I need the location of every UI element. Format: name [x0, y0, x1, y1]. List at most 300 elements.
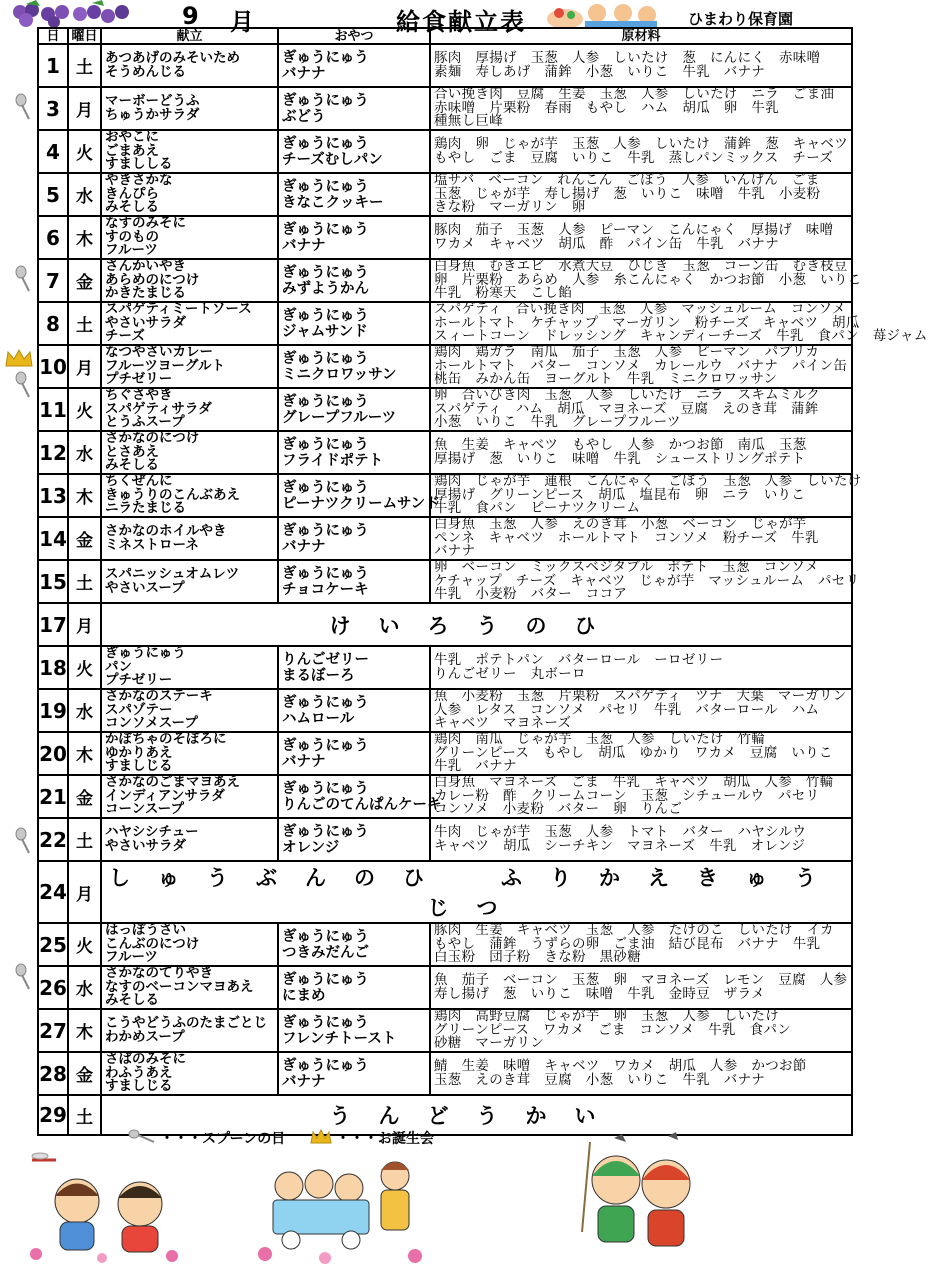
ingredients-line: バナナ — [434, 543, 476, 560]
ingredients-cell — [430, 646, 852, 689]
dish-line: コーンスープ — [105, 801, 184, 818]
dish-line: そうめんじる — [105, 63, 186, 80]
dish-line: わふうあえ — [105, 1064, 173, 1081]
ingredients-line: ホールトマト バター コンソメ カレールウ バナナ パイン缶 — [434, 357, 848, 374]
month-unit: 月 — [230, 8, 254, 36]
dish-cell — [101, 689, 278, 732]
ingredients-line: 牛乳 小麦粉 バター ココア — [434, 586, 628, 603]
month-number: 9 — [182, 2, 203, 30]
ingredients-line: 牛乳 食パン ピーナツクリーム — [434, 500, 641, 517]
dish-line: フルーツヨーグルト — [105, 357, 226, 374]
snack-cell — [278, 818, 430, 861]
snack-cell — [278, 517, 430, 560]
snack-line: ぎゅうにゅう — [282, 92, 369, 109]
ingredients-line: 白身魚 玉葱 人参 えのき茸 小葱 ベーコン じゃが芋 — [434, 516, 807, 533]
spoon-icon — [128, 1128, 156, 1144]
snack-cell — [278, 689, 430, 732]
dish-cell — [101, 87, 278, 130]
table-row — [38, 44, 852, 87]
snack-line: ぎゅうにゅう — [282, 221, 369, 238]
ingredients-line: 桃缶 みかん缶 ヨーグルト 牛乳 ミニクロワッサン — [434, 371, 778, 388]
weekday: 木 — [68, 1009, 101, 1052]
ingredients-line: 牛乳 ポテトパン バターロール ーロゼリー — [434, 652, 724, 668]
weekday: 金 — [68, 1052, 101, 1095]
day-number: 10 — [38, 345, 68, 388]
snack-line: ぎゅうにゅう — [282, 307, 369, 324]
day-number: 19 — [38, 689, 68, 732]
dish-line: こんぶのにつけ — [105, 935, 200, 952]
school-name: ひまわり保育園 — [688, 10, 794, 28]
ingredients-line: 塩サバ ベーコン れんこん ごぼう 人参 いんげん ごま — [434, 172, 820, 189]
day-number: 17 — [38, 603, 68, 646]
ingredients-line: ワカメ キャベツ 胡瓜 酢 パイン缶 牛乳 バナナ — [434, 235, 779, 252]
dish-line: すましじる — [105, 758, 173, 775]
snack-line: ぎゅうにゅう — [282, 737, 369, 754]
ingredients-cell — [430, 1009, 852, 1052]
dish-line: すましじる — [105, 1078, 173, 1095]
table-row — [38, 732, 852, 775]
ingredients-line: キャベツ マヨネーズ — [434, 715, 572, 732]
snack-line: まるぼーろ — [282, 667, 355, 684]
snack-line: にまめ — [282, 987, 326, 1004]
ingredients-line: キャベツ 胡瓜 シーチキン マヨネーズ 牛乳 オレンジ — [434, 837, 806, 854]
snack-cell — [278, 130, 430, 173]
dish-cell — [101, 1009, 278, 1052]
ingredients-line: 砂糖 マーガリン — [434, 1035, 545, 1052]
kids-wagon-illustration — [255, 1150, 430, 1268]
ingredients-line: 合い挽き肉 豆腐 生姜 玉葱 人参 しいたけ ニラ ごま油 — [434, 86, 835, 103]
column-header-weekday: 曜日 — [68, 28, 101, 44]
snack-line: ぎゅうにゅう — [282, 1014, 369, 1031]
dish-cell — [101, 474, 278, 517]
snack-line: ぎゅうにゅう — [282, 522, 369, 539]
dish-line: プチゼリー — [105, 371, 173, 388]
dish-line: ちくぜんに — [105, 473, 173, 490]
table-row — [38, 431, 852, 474]
ingredients-line: 白玉粉 団子粉 きな粉 黒砂糖 — [434, 949, 641, 966]
snack-cell — [278, 388, 430, 431]
dish-line: ハヤシシチュー — [105, 824, 199, 840]
day-number: 5 — [38, 173, 68, 216]
dish-line: あつあげのみそいため — [105, 50, 240, 66]
weekday: 火 — [68, 646, 101, 689]
weekday: 月 — [68, 87, 101, 130]
weekday: 月 — [68, 603, 101, 646]
dish-line: フルーツ — [105, 949, 158, 966]
page-title: 給食献立表 — [396, 8, 526, 36]
ingredients-line: コンソメ 小麦粉 バター 卵 りんご — [434, 801, 683, 818]
snack-line: ジャムサンド — [282, 323, 368, 340]
ingredients-cell — [430, 923, 852, 966]
snack-line: ぎゅうにゅう — [282, 436, 369, 453]
snack-cell — [278, 775, 442, 818]
legend-spoon-day: ・・・スプーンの日 — [160, 1131, 286, 1147]
snack-line: ぎゅうにゅう — [282, 393, 369, 410]
snack-cell — [278, 474, 440, 517]
dish-line: なつやさいカレー — [105, 344, 213, 361]
snack-cell — [278, 966, 430, 1009]
dish-cell — [101, 173, 278, 216]
dish-line: さかなのにつけ — [105, 430, 200, 447]
dish-line: おやこに — [105, 129, 159, 146]
ingredients-line: 種無し巨峰 — [434, 113, 503, 130]
table-row — [38, 388, 852, 431]
snack-line: みずようかん — [282, 280, 369, 297]
dish-line: やさいサラダ — [105, 314, 186, 331]
table-row — [38, 775, 852, 818]
day-number: 25 — [38, 923, 68, 966]
dish-line: スパゾテー — [105, 701, 173, 718]
spoon-icon — [14, 94, 34, 120]
snack-line: ぎゅうにゅう — [282, 694, 369, 711]
ingredients-line: グリーンピース ワカメ ごま コンソメ 牛乳 食パン — [434, 1021, 792, 1038]
weekday: 火 — [68, 388, 101, 431]
ingredients-cell — [430, 44, 852, 87]
day-number: 8 — [38, 302, 68, 345]
snack-line: ぎゅうにゅう — [282, 264, 369, 281]
menu-rows — [38, 44, 928, 1135]
dish-line: ニラたまじる — [105, 500, 186, 517]
dish-line: とさあえ — [105, 443, 159, 460]
table-row — [38, 689, 852, 732]
ingredients-cell — [430, 388, 852, 431]
event-cell — [101, 603, 852, 646]
weekday: 金 — [68, 517, 101, 560]
ingredients-line: もやし 蒲鉾 うずらの卵 ごま油 結び昆布 バナナ 牛乳 — [434, 935, 821, 952]
day-number: 18 — [38, 646, 68, 689]
snack-line: りんごのてんぱんケーキ — [282, 796, 442, 813]
snack-cell — [278, 302, 430, 345]
ingredients-line: りんごゼリー 丸ボーロ — [434, 665, 586, 682]
snack-cell — [278, 44, 430, 87]
day-number: 1 — [38, 44, 68, 87]
ingredients-cell — [430, 1052, 852, 1095]
snack-line: チーズむしパン — [282, 151, 383, 168]
snack-line: チョコケーキ — [282, 581, 369, 598]
day-number: 13 — [38, 474, 68, 517]
day-number: 21 — [38, 775, 68, 818]
dish-line: とうふスープ — [105, 414, 185, 431]
table-row — [38, 474, 852, 517]
dish-line: スパゲティミートソース — [105, 301, 252, 318]
table-row — [38, 560, 852, 603]
spoon-icon — [14, 828, 34, 854]
snack-cell — [278, 216, 430, 259]
snack-cell — [278, 431, 430, 474]
ingredients-cell — [430, 559, 860, 603]
table-row — [38, 966, 852, 1009]
ingredients-line: カレー粉 酢 クリームコーン 玉葱 シチュールウ パセリ — [434, 787, 820, 804]
weekday: 水 — [68, 431, 101, 474]
ingredients-line: 赤味噌 片栗粉 春雨 もやし ハム 胡瓜 卵 牛乳 — [434, 99, 779, 116]
dish-line: さかなのホイルやき — [105, 523, 227, 539]
page-footer — [0, 1128, 905, 1278]
dish-line: こうやどうふのたまごとじ — [105, 1015, 267, 1031]
snack-line: バナナ — [282, 237, 326, 254]
dish-line: スパニッシュオムレツ — [105, 566, 240, 582]
ingredients-line: 魚 生姜 キャベツ もやし 人参 かつお節 南瓜 玉葱 — [434, 437, 807, 453]
ingredients-line: 寿し揚げ 葱 いりこ 味噌 牛乳 金時豆 ザラメ — [434, 985, 765, 1002]
weekday: 月 — [68, 345, 101, 388]
ingredients-line: 素麺 寿しあげ 蒲鉾 小葱 いりこ 牛乳 バナナ — [434, 63, 766, 80]
ingredients-cell — [430, 775, 852, 818]
ingredients-line: 魚 茄子 ベーコン 玉葱 卵 マヨネーズ レモン 豆腐 人参 — [434, 972, 848, 988]
ingredients-line: 鶏肉 鶏ガラ 南瓜 茄子 玉葱 人参 ピーマン パプリカ — [434, 344, 820, 361]
snack-line: ぎゅうにゅう — [282, 971, 369, 988]
table-row — [38, 517, 852, 560]
ingredients-cell — [430, 345, 852, 388]
dish-line: なすのみそに — [105, 215, 186, 232]
day-number: 27 — [38, 1009, 68, 1052]
snack-line: ぎゅうにゅう — [282, 350, 369, 367]
dish-line: きゅうりのこんぶあえ — [105, 486, 240, 503]
ingredients-line: ペンネ キャベツ ホールトマト コンソメ 粉チーズ 牛乳 — [434, 529, 819, 546]
ingredients-line: きな粉 マーガリン 卵 — [434, 199, 586, 216]
dish-cell — [101, 517, 278, 560]
ingredients-line: 白身魚 マヨネーズ ごま 牛乳 キャベツ 胡瓜 人参 竹輪 — [434, 774, 834, 791]
dish-cell — [101, 302, 278, 345]
dish-line: さんかいやき — [105, 258, 186, 275]
crown-icon — [310, 1129, 332, 1145]
snack-line: ピーナツクリームサンド — [282, 495, 440, 512]
table-row — [38, 345, 852, 388]
dish-line: やさいスープ — [105, 579, 185, 596]
dish-line: ごまあえ — [105, 142, 159, 159]
ingredients-line: 牛乳 バナナ — [434, 758, 517, 775]
day-number: 29 — [38, 1095, 68, 1135]
dish-line: パン — [105, 658, 132, 675]
table-row — [38, 1009, 852, 1052]
ingredients-line: 卵 片栗粉 あらめ 人参 糸こんにゃく かつお節 小葱 いりこ — [434, 271, 862, 288]
table-row — [38, 1052, 852, 1095]
event-title: しゅうぶんのひ ふりかえきゅうじつ — [109, 866, 844, 920]
ingredients-line: 魚 小麦粉 玉葱 片栗粉 スパゲティ ツナ 大葉 マーガリン — [434, 688, 847, 705]
day-number: 15 — [38, 560, 68, 603]
ingredients-line: 豚肉 生姜 キャベツ 玉葱 人参 たけのこ しいたけ イカ — [434, 922, 834, 939]
weekday: 水 — [68, 173, 101, 216]
ingredients-cell — [430, 301, 928, 345]
ingredients-cell — [430, 216, 852, 259]
dish-cell — [101, 646, 278, 689]
dish-line: ゆかりあえ — [105, 744, 173, 761]
ingredients-cell — [430, 431, 852, 474]
snack-line: ミニクロワッサン — [282, 366, 397, 383]
event-title: うんどうかい — [329, 1104, 624, 1128]
snack-cell — [278, 259, 430, 302]
ingredients-line: 玉葱 えのき茸 豆腐 小葱 いりこ 牛乳 バナナ — [434, 1071, 766, 1088]
day-number: 7 — [38, 259, 68, 302]
snack-cell — [278, 87, 430, 130]
weekday: 金 — [68, 259, 101, 302]
ingredients-line: 人参 レタス コンソメ パセリ 牛乳 バターロール ハム — [434, 701, 820, 718]
ingredients-line: 鶏肉 卵 じゃが芋 玉葱 人参 しいたけ 蒲鉾 葱 キャベツ — [434, 136, 848, 152]
dish-line: さかなのてりやき — [105, 965, 213, 982]
ingredients-cell — [430, 966, 852, 1009]
dish-line: なすのベーコンマヨあえ — [105, 978, 254, 995]
weekday: 火 — [68, 923, 101, 966]
grapes-illustration — [6, 0, 136, 30]
legend-birthday-party: ・・・お誕生会 — [336, 1131, 434, 1147]
event-cell — [101, 861, 852, 923]
ingredients-cell — [430, 732, 852, 775]
dish-cell — [101, 431, 278, 474]
ingredients-line: 卵 ベーコン ミックスベジタブル ポテト 玉葱 コンソメ — [434, 559, 819, 576]
weekday: 木 — [68, 216, 101, 259]
weekday: 水 — [68, 966, 101, 1009]
ingredients-line: もやし ごま 豆腐 いりこ 牛乳 蒸しパンミックス チーズ — [434, 149, 834, 166]
dish-line: ちゅうかサラダ — [105, 106, 200, 123]
ingredients-line: 卵 合いびき肉 玉葱 人参 しいたけ ニラ スキムミルク — [434, 387, 820, 404]
dish-line: やきさかな — [105, 172, 173, 189]
dish-line: やさいサラダ — [105, 837, 186, 854]
dish-cell — [101, 775, 278, 818]
dish-cell — [101, 44, 278, 87]
menu-table — [37, 27, 928, 1136]
ingredients-line: 鶏肉 じゃが芋 蓮根 こんにゃく ごぼう 玉葱 人参 しいたけ — [434, 473, 862, 490]
ingredients-cell — [430, 258, 862, 302]
day-number: 14 — [38, 517, 68, 560]
table-row — [38, 818, 852, 861]
table-row — [38, 216, 852, 259]
crown-icon — [4, 348, 34, 368]
ingredients-line: 鶏肉 南瓜 じゃが芋 玉葱 人参 しいたけ 竹輪 — [434, 731, 766, 748]
ingredients-line: 小葱 いりこ 牛乳 グレープフルーツ — [434, 414, 681, 431]
weekday: 土 — [68, 818, 101, 861]
dish-line: きんぴら — [105, 185, 159, 202]
day-number: 22 — [38, 818, 68, 861]
snack-line: ぶどう — [282, 108, 326, 125]
weekday: 木 — [68, 474, 101, 517]
day-number: 24 — [38, 861, 68, 923]
weekday: 土 — [68, 44, 101, 87]
dish-line: みそしる — [105, 199, 159, 216]
ingredients-line: ケチャップ チーズ キャベツ じゃが芋 マッシュルーム パセリ — [434, 572, 860, 589]
dish-line: さかなのごまマヨあえ — [105, 774, 240, 791]
dish-line: わかめスープ — [105, 1028, 185, 1045]
snack-line: きなこクッキー — [282, 194, 384, 211]
column-header-day: 日 — [38, 28, 68, 44]
snack-line: つきみだんご — [282, 944, 369, 961]
dish-line: インディアンサラダ — [105, 787, 225, 804]
snack-line: ハムロール — [282, 710, 355, 727]
dish-line: ちぐさやき — [105, 387, 173, 404]
day-number: 26 — [38, 966, 68, 1009]
dish-line: さかなのステーキ — [105, 688, 213, 705]
ingredients-cell — [430, 130, 852, 173]
snack-line: バナナ — [282, 65, 326, 82]
ingredients-line: スパゲティ 合い挽き肉 玉葱 人参 マッシュルーム コンソメ — [434, 301, 846, 318]
snack-line: ぎゅうにゅう — [282, 928, 369, 945]
day-number: 28 — [38, 1052, 68, 1095]
snack-cell — [278, 560, 430, 603]
dish-cell — [101, 560, 278, 603]
dish-line: スパゲティサラダ — [105, 400, 212, 417]
ingredients-line: 白身魚 むきエビ 水煮大豆 ひじき 玉葱 コーン缶 むき枝豆 — [434, 258, 848, 275]
snack-line: バナナ — [282, 1073, 326, 1090]
dish-line: かきたまじる — [105, 285, 186, 302]
ingredients-cell — [430, 818, 852, 861]
dish-cell — [101, 259, 278, 302]
dish-line: あらめのにつけ — [105, 271, 200, 288]
dish-line: ぎゅうにゅう — [105, 645, 186, 662]
event-title: けいろうのひ — [329, 613, 624, 638]
ingredients-line: 鯖 生姜 味噌 キャベツ ワカメ 胡瓜 人参 かつお節 — [434, 1058, 807, 1074]
snack-cell — [278, 345, 430, 388]
table-row — [38, 923, 852, 966]
ingredients-line: 鶏肉 高野豆腐 じゃが芋 卵 玉葱 人参 しいたけ — [434, 1008, 779, 1025]
dish-line: さばのみそに — [105, 1051, 186, 1068]
dish-line: チーズ — [105, 328, 145, 345]
table-row — [38, 130, 852, 173]
weekday: 土 — [68, 302, 101, 345]
dish-cell — [101, 388, 278, 431]
dish-cell — [101, 130, 278, 173]
dish-cell — [101, 923, 278, 966]
dish-line: マーボーどうふ — [105, 93, 200, 109]
column-header-dish: 献立 — [101, 28, 278, 44]
spoon-icon — [14, 372, 34, 398]
snack-line: フレンチトースト — [282, 1030, 397, 1047]
weekday: 木 — [68, 732, 101, 775]
snack-cell — [278, 173, 430, 216]
event-row — [38, 603, 852, 646]
column-header-snack: おやつ — [278, 28, 430, 44]
ingredients-line: スパゲティ ハム 胡瓜 マヨネーズ 豆腐 えのき茸 蒲鉾 — [434, 400, 819, 417]
dish-line: すのもの — [105, 228, 159, 245]
dish-cell — [101, 966, 278, 1009]
dish-line: みそしる — [105, 992, 159, 1009]
weekday: 土 — [68, 1095, 101, 1135]
dish-line: コンソメスープ — [105, 715, 198, 732]
weekday: 月 — [68, 861, 101, 923]
snack-line: りんごゼリー — [282, 651, 369, 668]
ingredients-line: 厚揚げ 葱 いりこ 味噌 牛乳 シューストリングポテト — [434, 450, 806, 467]
ingredients-line: 牛肉 じゃが芋 玉葱 人参 トマト バター ハヤシルウ — [434, 824, 807, 840]
dish-line: すまししる — [105, 156, 173, 173]
day-number: 11 — [38, 388, 68, 431]
ingredients-line: スィートコーン ドレッシング キャンディーチーズ 牛乳 食パン 苺ジャム — [434, 328, 928, 345]
dish-line: フルーツ — [105, 242, 158, 259]
ingredients-line: 厚揚げ グリーンピース 胡瓜 塩昆布 卵 ニラ いりこ — [434, 486, 806, 503]
ingredients-cell — [430, 173, 852, 216]
dish-line: みそしる — [105, 457, 159, 474]
table-row — [38, 646, 852, 689]
table-row — [38, 173, 852, 216]
ingredients-line: 豚肉 厚揚げ 玉葱 人参 しいたけ 葱 にんにく 赤味噌 — [434, 50, 821, 66]
column-header-ingredients: 原材料 — [430, 28, 852, 44]
ingredients-line: 豚肉 茄子 玉葱 人参 ピーマン こんにゃく 厚揚げ 味噌 — [434, 222, 834, 238]
dish-line: ミネストローネ — [105, 536, 199, 553]
day-number: 3 — [38, 87, 68, 130]
event-row — [38, 861, 852, 923]
ingredients-cell — [430, 87, 852, 130]
table-row — [38, 302, 852, 345]
ingredients-cell — [430, 473, 862, 517]
ingredients-cell — [430, 517, 852, 560]
dish-cell — [101, 216, 278, 259]
snack-cell — [278, 1009, 430, 1052]
day-number: 4 — [38, 130, 68, 173]
snack-line: グレープフルーツ — [282, 409, 397, 426]
spoon-icon — [14, 964, 34, 990]
table-header — [38, 28, 852, 44]
snack-line: オレンジ — [282, 839, 340, 856]
spoon-icon — [14, 266, 34, 292]
snack-line: バナナ — [282, 538, 326, 555]
snack-line: ぎゅうにゅう — [282, 823, 369, 840]
ingredients-cell — [430, 689, 852, 732]
dish-cell — [101, 818, 278, 861]
